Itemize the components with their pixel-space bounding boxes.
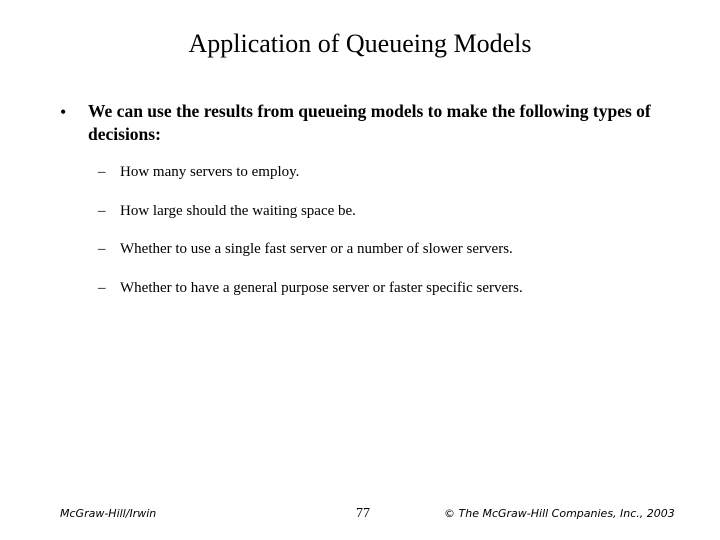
main-bullet-text: We can use the results from queueing models to make the following types of decisions: — [88, 101, 651, 144]
footer-publisher: McGraw-Hill/Irwin — [60, 507, 157, 520]
sub-bullet-server-speed — [98, 239, 513, 259]
sub-bullet-server-type — [98, 278, 523, 298]
sub-bullet-text: How many servers to employ. — [120, 164, 300, 180]
sub-bullet-servers — [98, 162, 299, 182]
dash-marker: – — [98, 203, 106, 219]
dash-marker: – — [98, 280, 106, 296]
slide-title: Application of Queueing Models — [188, 29, 532, 58]
sub-bullet-text: Whether to have a general purpose server or faster specific servers. — [120, 280, 523, 296]
sub-bullet-waiting-space — [98, 201, 356, 221]
sub-bullet-text: How large should the waiting space be. — [120, 203, 356, 219]
dash-marker: – — [98, 241, 106, 257]
bullet-marker: • — [60, 102, 67, 122]
sub-bullet-text: Whether to use a single fast server or a number of slower servers. — [120, 241, 513, 257]
dash-marker: – — [98, 164, 106, 180]
footer-page-number: 77 — [356, 506, 370, 521]
footer-copyright: © The McGraw-Hill Companies, Inc., 2003 — [444, 507, 675, 520]
